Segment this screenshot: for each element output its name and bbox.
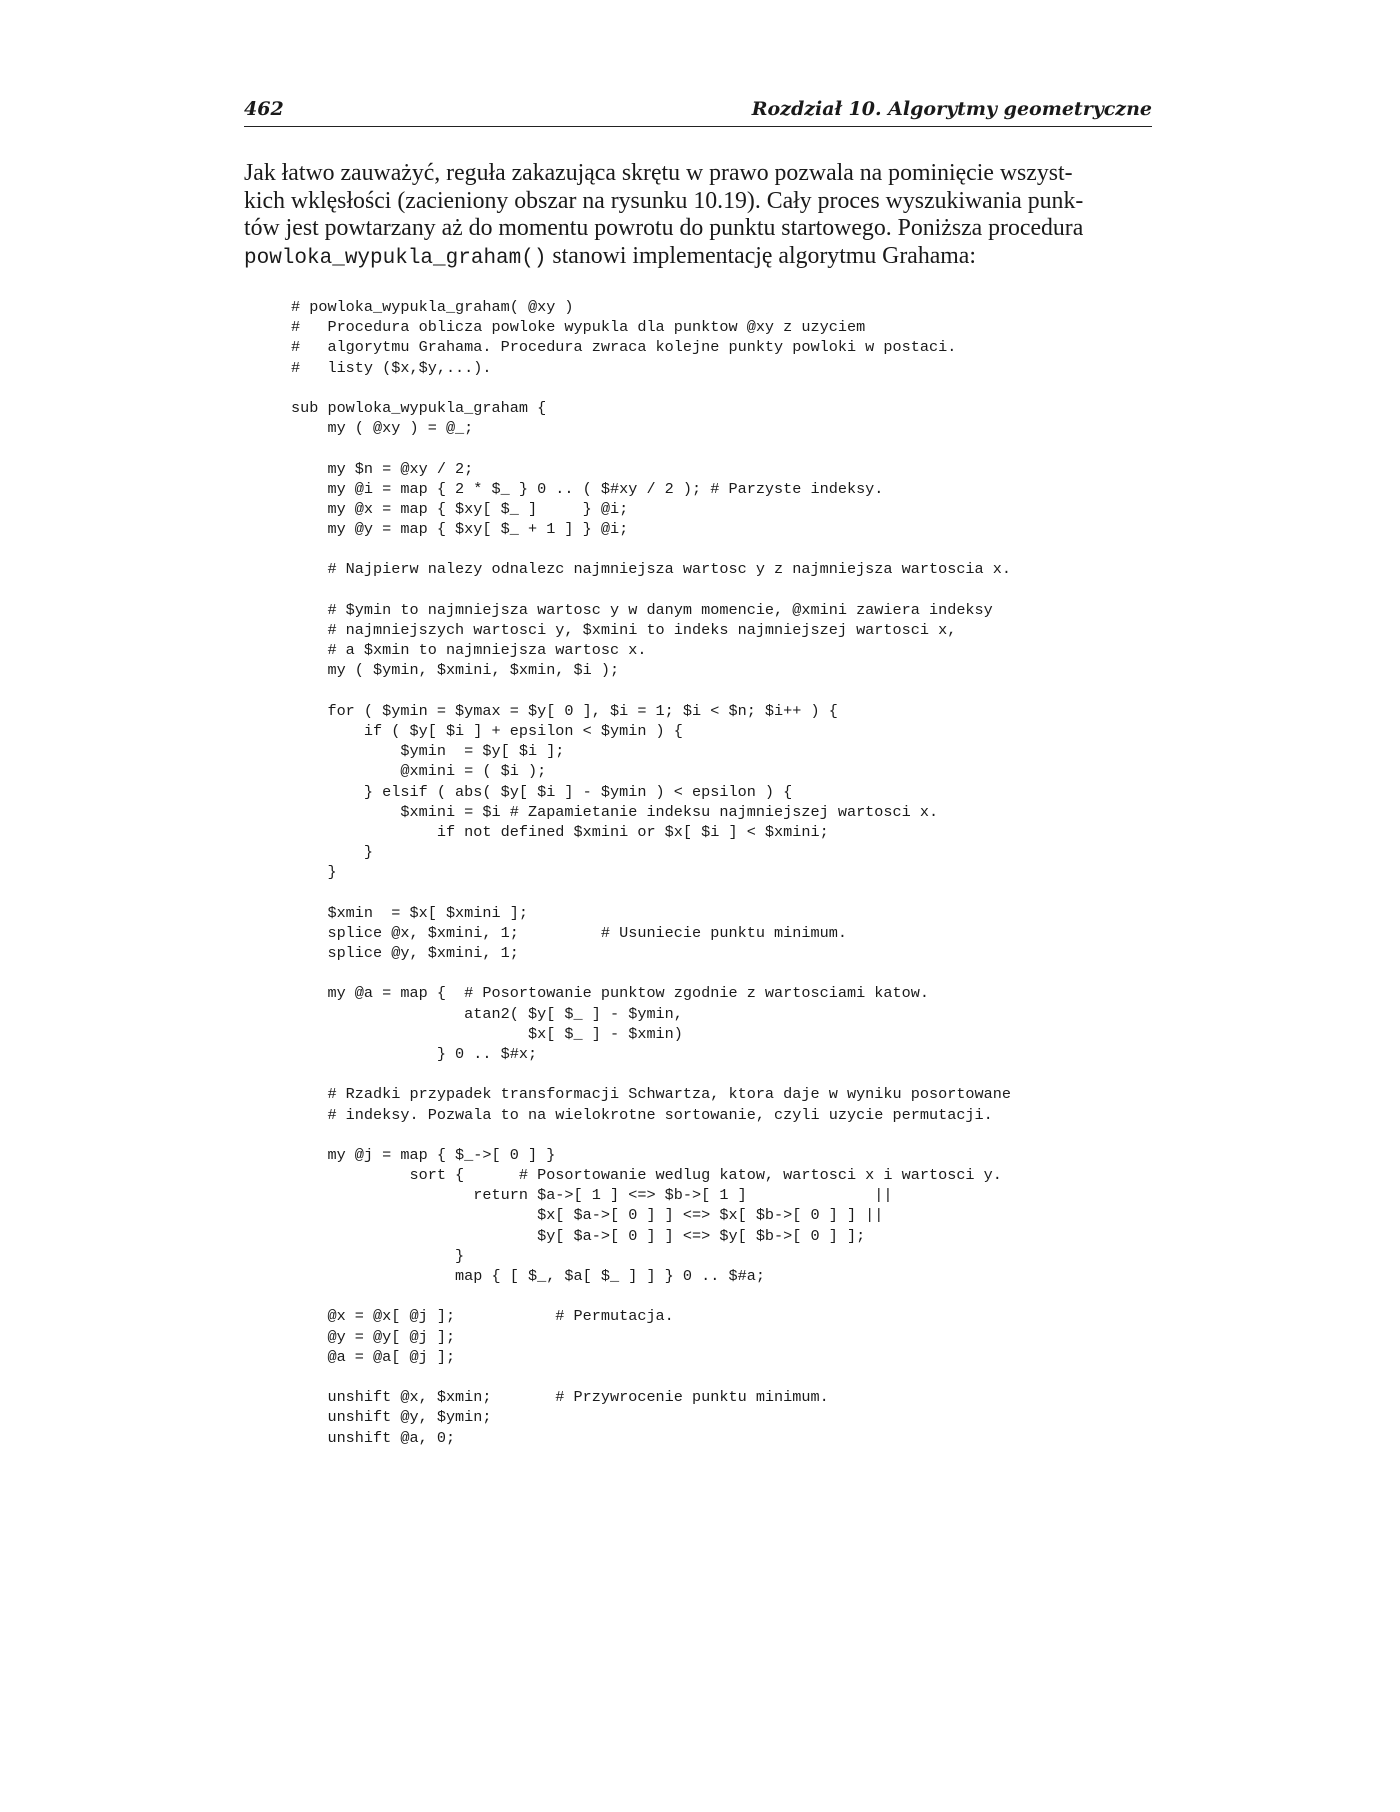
intro-paragraph [244, 160, 1154, 272]
code-line: } [291, 1246, 465, 1265]
code-line: if ( $y[ $i ] + epsilon < $ymin ) { [291, 721, 683, 740]
code-line: return $a->[ 1 ] <=> $b->[ 1 ] || [291, 1186, 893, 1205]
code-line: } [291, 863, 337, 882]
code-line: @y = @y[ @j ]; [291, 1327, 456, 1346]
code-line: unshift @a, 0; [291, 1428, 456, 1447]
code-line: splice @x, $xmini, 1; # Usuniecie punktu minimum. [291, 923, 847, 942]
code-line: } elsif ( abs( $y[ $i ] - $ymin ) < epsilon ) { [291, 782, 793, 801]
code-line: my @a = map { # Posortowanie punktow zgodnie z wartosciami katow. [291, 984, 929, 1003]
code-line: $x[ $a->[ 0 ] ] <=> $x[ $b->[ 0 ] ] || [291, 1206, 884, 1225]
code-line: # Rzadki przypadek transformacji Schwartza, ktora daje w wyniku posortowane [291, 1085, 1012, 1104]
code-line [291, 1064, 1011, 1084]
code-line [291, 1367, 1011, 1387]
code-line: map { [ $_, $a[ $_ ] ] } 0 .. $#a; [291, 1267, 765, 1285]
code-line: # Najpierw nalezy odnalezc najmniejsza wartosc y z najmniejsza wartoscia x. [291, 560, 1012, 579]
code-line: # Procedura oblicza powloke wypukla dla punktow @xy z uzyciem [291, 318, 866, 337]
intro-line: Jak łatwo zauważyć, reguła zakazująca skrętu w prawo pozwala na pominięcie wszyst- [244, 160, 1073, 186]
code-line: splice @y, $xmini, 1; [291, 944, 519, 962]
code-line: # powloka_wypukla_graham( @xy ) [291, 298, 574, 316]
code-line [291, 580, 1011, 600]
code-line [291, 438, 1011, 458]
code-line [291, 681, 1011, 701]
code-line [291, 1286, 1011, 1306]
code-listing [291, 297, 1011, 1448]
code-line: # $ymin to najmniejsza wartosc y w danym momencie, @xmini zawiera indeksy [291, 600, 993, 619]
code-line: atan2( $y[ $_ ] - $ymin, [291, 1004, 683, 1023]
code-line [291, 1125, 1011, 1145]
code-line: # indeksy. Pozwala to na wielokrotne sortowanie, czyli uzycie permutacji. [291, 1105, 993, 1124]
code-line: my ( $ymin, $xmini, $xmin, $i ); [291, 661, 620, 680]
code-line [291, 963, 1011, 983]
intro-line-with-code [244, 243, 1154, 273]
intro-line-tail: stanowi implementację algorytmu Grahama: [546, 242, 976, 269]
code-line [291, 378, 1011, 398]
code-line: } 0 .. $#x; [291, 1044, 538, 1063]
code-line: } [291, 843, 374, 862]
code-line: my @x = map { $xy[ $_ ] } @i; [291, 499, 629, 518]
code-line: # listy ($x,$y,...). [291, 358, 492, 377]
page-header [244, 96, 1152, 127]
code-line: sub powloka_wypukla_graham { [291, 398, 547, 417]
intro-line: tów jest powtarzany aż do momentu powrotu do punktu startowego. Poniższa procedura [244, 215, 1084, 241]
code-line: unshift @x, $xmin; # Przywrocenie punktu minimum. [291, 1388, 829, 1407]
inline-code-function-name: powloka_wypukla_graham() [244, 246, 547, 270]
running-title: Rozdział 10. Algorytmy geometryczne [751, 98, 1152, 120]
code-line: my @y = map { $xy[ $_ + 1 ] } @i; [291, 520, 629, 539]
code-line: unshift @y, $ymin; [291, 1408, 492, 1427]
code-line [291, 882, 1011, 902]
code-line: if not defined $xmini or $x[ $i ] < $xmini; [291, 822, 829, 841]
code-line: # algorytmu Grahama. Procedura zwraca kolejne punkty powloki w postaci. [291, 338, 957, 357]
code-line: $ymin = $y[ $i ]; [291, 742, 565, 761]
code-line: for ( $ymin = $ymax = $y[ 0 ], $i = 1; $i < $n; $i++ ) { [291, 701, 838, 720]
code-line: $x[ $_ ] - $xmin) [291, 1024, 683, 1043]
code-line: my @j = map { $_->[ 0 ] } [291, 1145, 556, 1164]
code-line: $xmin = $x[ $xmini ]; [291, 903, 528, 922]
code-line: sort { # Posortowanie wedlug katow, wartosci x i wartosci y. [291, 1166, 1002, 1185]
code-line: my ( @xy ) = @_; [291, 419, 474, 438]
code-line [291, 539, 1011, 559]
code-line: @xmini = ( $i ); [291, 762, 547, 781]
code-line: @a = @a[ @j ]; [291, 1347, 456, 1366]
code-line: # a $xmin to najmniejsza wartosc x. [291, 641, 647, 660]
page-number: 462 [244, 98, 284, 120]
code-line: $xmini = $i # Zapamietanie indeksu najmniejszej wartosci x. [291, 802, 939, 821]
intro-line: kich wklęsłości (zacieniony obszar na rysunku 10.19). Cały proces wyszukiwania punk- [244, 187, 1084, 214]
code-line: # najmniejszych wartosci y, $xmini to indeks najmniejszej wartosci x, [291, 621, 957, 639]
code-line: @x = @x[ @j ]; # Permutacja. [291, 1307, 674, 1326]
code-line: $y[ $a->[ 0 ] ] <=> $y[ $b->[ 0 ] ]; [291, 1226, 866, 1245]
code-line: my $n = @xy / 2; [291, 459, 474, 478]
code-line: my @i = map { 2 * $_ } 0 .. ( $#xy / 2 ); # Parzyste indeksy. [291, 479, 884, 498]
